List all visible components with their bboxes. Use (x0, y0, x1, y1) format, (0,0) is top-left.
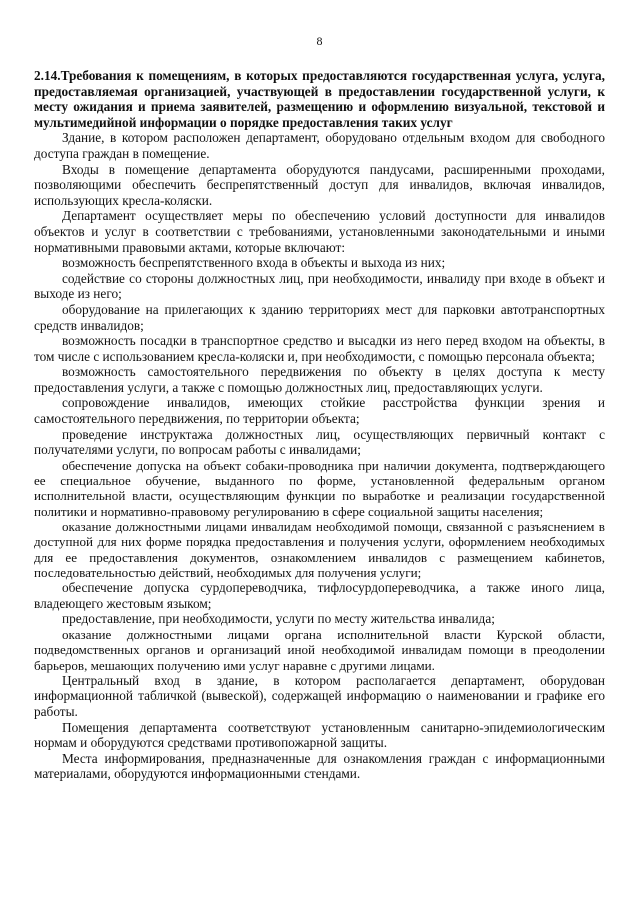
list-item: обеспечение допуска на объект собаки-проводника при наличии документа, подтверждающего ее специальное обучение, выданного по форме, установленной федеральным органом исполнительной власти, осуществляющим функции по выработке и реализации государственной политики и нормативно-правовому регулированию в сфере социальной защиты населения; (34, 457, 605, 519)
page-number: 8 (316, 34, 323, 48)
list-item: содействие со стороны должностных лиц, при необходимости, инвалиду при входе в объект и выходе из него; (34, 270, 605, 302)
list-item: возможность посадки в транспортное средство и высадки из него перед входом на объекты, в том числе с использованием кресла-коляски и, при необходимости, с помощью персонала объекта; (34, 333, 605, 364)
section-heading: 2.14.Требования к помещениям, в которых предоставляются государственная услуга, услуга, предоставляемая организацией, участвующей в предоставлении государственной услуги, к месту ожидания и приема заявителей, размещению и оформлению визуальной, текстовой и мультимедийной информации о порядке предоставления таких услуг (34, 68, 605, 130)
list-item: проведение инструктажа должностных лиц, осуществляющих первичный контакт с получателями услуги, по вопросам работы с инвалидами; (34, 426, 605, 458)
paragraph: Центральный вход в здание, в котором располагается департамент, оборудован информационной табличкой (вывеской), содержащей информацию о наименовании и графике его работы. (34, 672, 605, 720)
list-item: обеспечение допуска сурдопереводчика, тифлосурдопереводчика, а также иного лица, владеющего жестовым языком; (34, 580, 605, 611)
paragraph: Здание, в котором расположен департамент, оборудовано отдельным входом для свободного доступа граждан в помещение. (34, 130, 605, 161)
list-item: оказание должностными лицами инвалидам необходимой помощи, связанной с разъяснением в доступной для них форме порядка предоставления и получения услуги, оформлением необходимых для ее предоставления документов, ознакомлением инвалидов с размещением кабинетов, последовательностью действий, необходимых для получения услуги; (34, 519, 605, 580)
list-item: сопровождение инвалидов, имеющих стойкие расстройства функции зрения и самостоятельного передвижения, по территории объекта; (34, 395, 605, 427)
paragraph: Места информирования, предназначенные для ознакомления граждан с информационными материалами, оборудуются информационными стендами. (34, 750, 605, 782)
list-item: оказание должностными лицами органа исполнительной власти Курской области, подведомственных органов и организаций иной необходимой инвалидам помощи в преодолении барьеров, мешающих получению ими услуг наравне с другими лицами. (34, 627, 605, 673)
document-body (34, 68, 605, 782)
paragraph: Департамент осуществляет меры по обеспечению условий доступности для инвалидов объектов и услуг в соответствии с требованиями, установленными законодательными и иными нормативными правовыми актами, которые включают: (34, 208, 605, 255)
list-item: возможность самостоятельного передвижения по объекту в целях доступа к месту предоставления услуги, а также с помощью должностных лиц, предоставляющих услуги. (34, 364, 605, 395)
paragraph: Входы в помещение департамента оборудуются пандусами, расширенными проходами, позволяющими обеспечить беспрепятственный доступ для инвалидов, включая инвалидов, использующих кресла-коляски. (34, 161, 605, 208)
paragraph: Помещения департамента соответствуют установленным санитарно-эпидемиологическим нормам и оборудуются средствами противопожарной защиты. (34, 719, 605, 751)
list-item: возможность беспрепятственного входа в объекты и выхода из них; (62, 255, 446, 271)
list-item: оборудование на прилегающих к зданию территориях мест для парковки автотранспортных средств инвалидов; (34, 301, 605, 333)
list-item: предоставление, при необходимости, услуги по месту жительства инвалида; (62, 611, 495, 627)
